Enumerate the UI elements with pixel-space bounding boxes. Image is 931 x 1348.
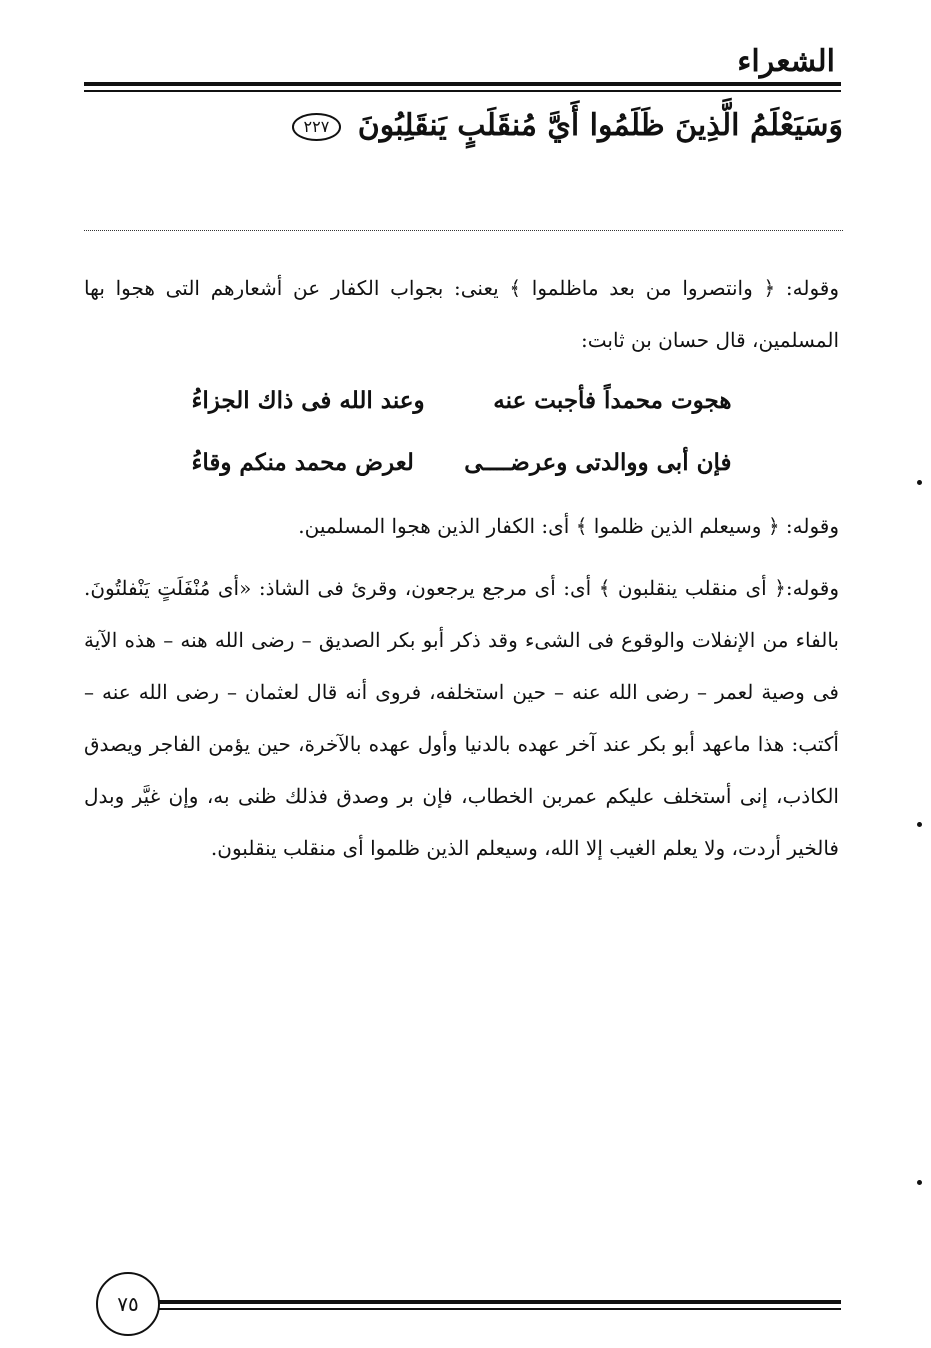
page-number: ٧٥ [96, 1272, 160, 1336]
verse-text: وَسَيَعْلَمُ الَّذِينَ ظَلَمُوا أَيَّ مُنقَلَبٍ يَنقَلِبُونَ [357, 108, 843, 143]
scan-mark-dot [917, 1180, 922, 1185]
verse-number-marker: ٢٢٧ [292, 113, 342, 141]
header-rule-thick [84, 82, 841, 86]
footer-rule-thick [158, 1300, 841, 1304]
poem-hemistich-first: فإن أبى ووالدتى وعرضــــى [464, 449, 732, 476]
dotted-divider [84, 230, 843, 231]
footer-rule-thin [158, 1308, 841, 1310]
scan-mark-dot [917, 822, 922, 827]
surah-title: الشعراء [737, 44, 835, 79]
poem-line-2 [192, 432, 732, 494]
paragraph-1: وقوله: ﴿ وانتصروا من بعد ماظلموا ﴾ يعنى: بجواب الكفار عن أشعارهم التى هجوا بها المسلمين، قال حسان بن ثابت: [84, 276, 839, 352]
poem-hemistich-second: وعند الله فى ذاك الجزاءُ [191, 387, 425, 414]
poem-block [84, 370, 839, 494]
scan-mark-dot [917, 480, 922, 485]
header-rule-thin [84, 90, 841, 92]
poem-hemistich-second: لعرض محمد منكم وقاءُ [191, 449, 414, 476]
commentary-body [84, 262, 839, 874]
paragraph-2: وقوله: ﴿ وسيعلم الذين ظلموا ﴾ أى: الكفار الذين هجوا المسلمين. [298, 514, 839, 538]
paragraph-3: وقوله:﴿ أى منقلب ينقلبون ﴾ أى: أى مرجع يرجعون، وقرئ فى الشاذ: «أى مُنْفَلَتٍ يَنْفلتُونَ. بالفاء من الإنفلات والوقوع فى الشىء وقد ذكر أبو بكر الصديق – رضى الله هنه – هذه الآية فى وصية لعمر – رضى الله عنه – حين استخلفه، فروى أنه قال لعثمان – رضى الله عنه – أكتب: هذا ماعهد أبو بكر عند آخر عهده بالدنيا وأول عهده بالآخرة، حين يؤمن الفاجر ويصدق الكاذب، إنى أستخلف عليكم عمربن الخطاب، فإن بر وصدق فذلك ظنى به، وإن غيَّر وبدل فالخير أردت، ولا يعلم الغيب إلا الله، وسيعلم الذين ظلموا أى منقلب ينقلبون. [84, 576, 839, 860]
poem-hemistich-first: هجوت محمداً فأجبت عنه [493, 387, 732, 414]
quran-verse [84, 98, 843, 154]
poem-line-1 [192, 370, 732, 432]
